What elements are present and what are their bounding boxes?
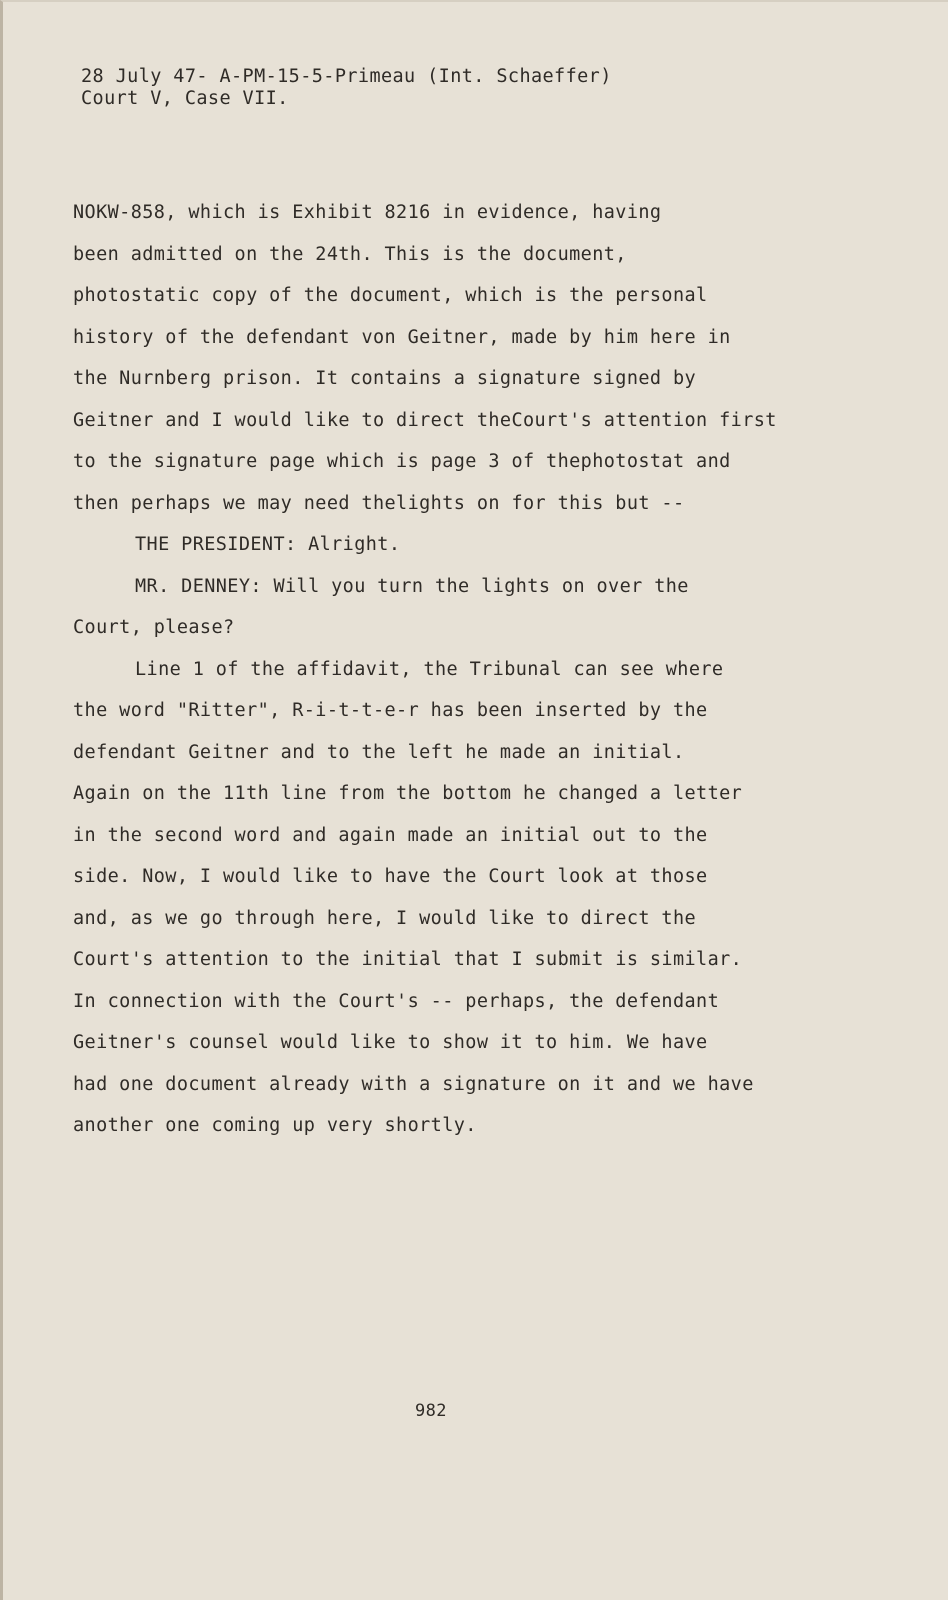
text-line: to the signature page which is page 3 of thephotostat and [73,451,731,472]
text-line: side. Now, I would like to have the Court look at those [73,866,708,887]
text-line: In connection with the Court's -- perhaps, the defendant [73,990,720,1012]
header-line-1: 28 July 47- A-PM-15-5-Primeau (Int. Schaeffer) [81,66,612,87]
text-line: in the second word and again made an initial out to the [73,824,708,846]
text-line: had one document already with a signature on it and we have [73,1073,754,1095]
page-number: 982 [415,1401,447,1421]
text-line: then perhaps we may need thelights on for this but -- [73,492,685,514]
text-line: photostatic copy of the document, which is the personal [73,285,708,306]
text-line: Court, please? [73,617,235,638]
transcript-body [73,192,893,1147]
text-line: Court's attention to the initial that I submit is similar. [73,949,743,970]
text-line: been admitted on the 24th. This is the document, [73,243,627,265]
text-line: Geitner and I would like to direct theCourt's attention first [73,409,777,431]
header-line-2: Court V, Case VII. [81,88,289,109]
text-line: NOKW-858, which is Exhibit 8216 in evidence, having [73,202,662,223]
text-line: the Nurnberg prison. It contains a signature signed by [73,368,697,389]
text-line: another one coming up very shortly. [73,1115,477,1136]
text-line: Again on the 11th line from the bottom he changed a letter [73,783,743,804]
speaker-line-president: THE PRESIDENT: Alright. [135,534,401,555]
text-line: the word "Ritter", R-i-t-t-e-r has been inserted by the [73,700,708,721]
text-line: and, as we go through here, I would like to direct the [73,907,697,929]
document-header [81,66,612,110]
paragraph-start-line: Line 1 of the affidavit, the Tribunal can see where [135,658,724,680]
text-line: history of the defendant von Geitner, made by him here in [73,326,731,348]
text-line: defendant Geitner and to the left he made an initial. [73,741,685,763]
text-line: Geitner's counsel would like to show it to him. We have [73,1032,708,1053]
speaker-line-denney: MR. DENNEY: Will you turn the lights on over the [135,575,689,597]
